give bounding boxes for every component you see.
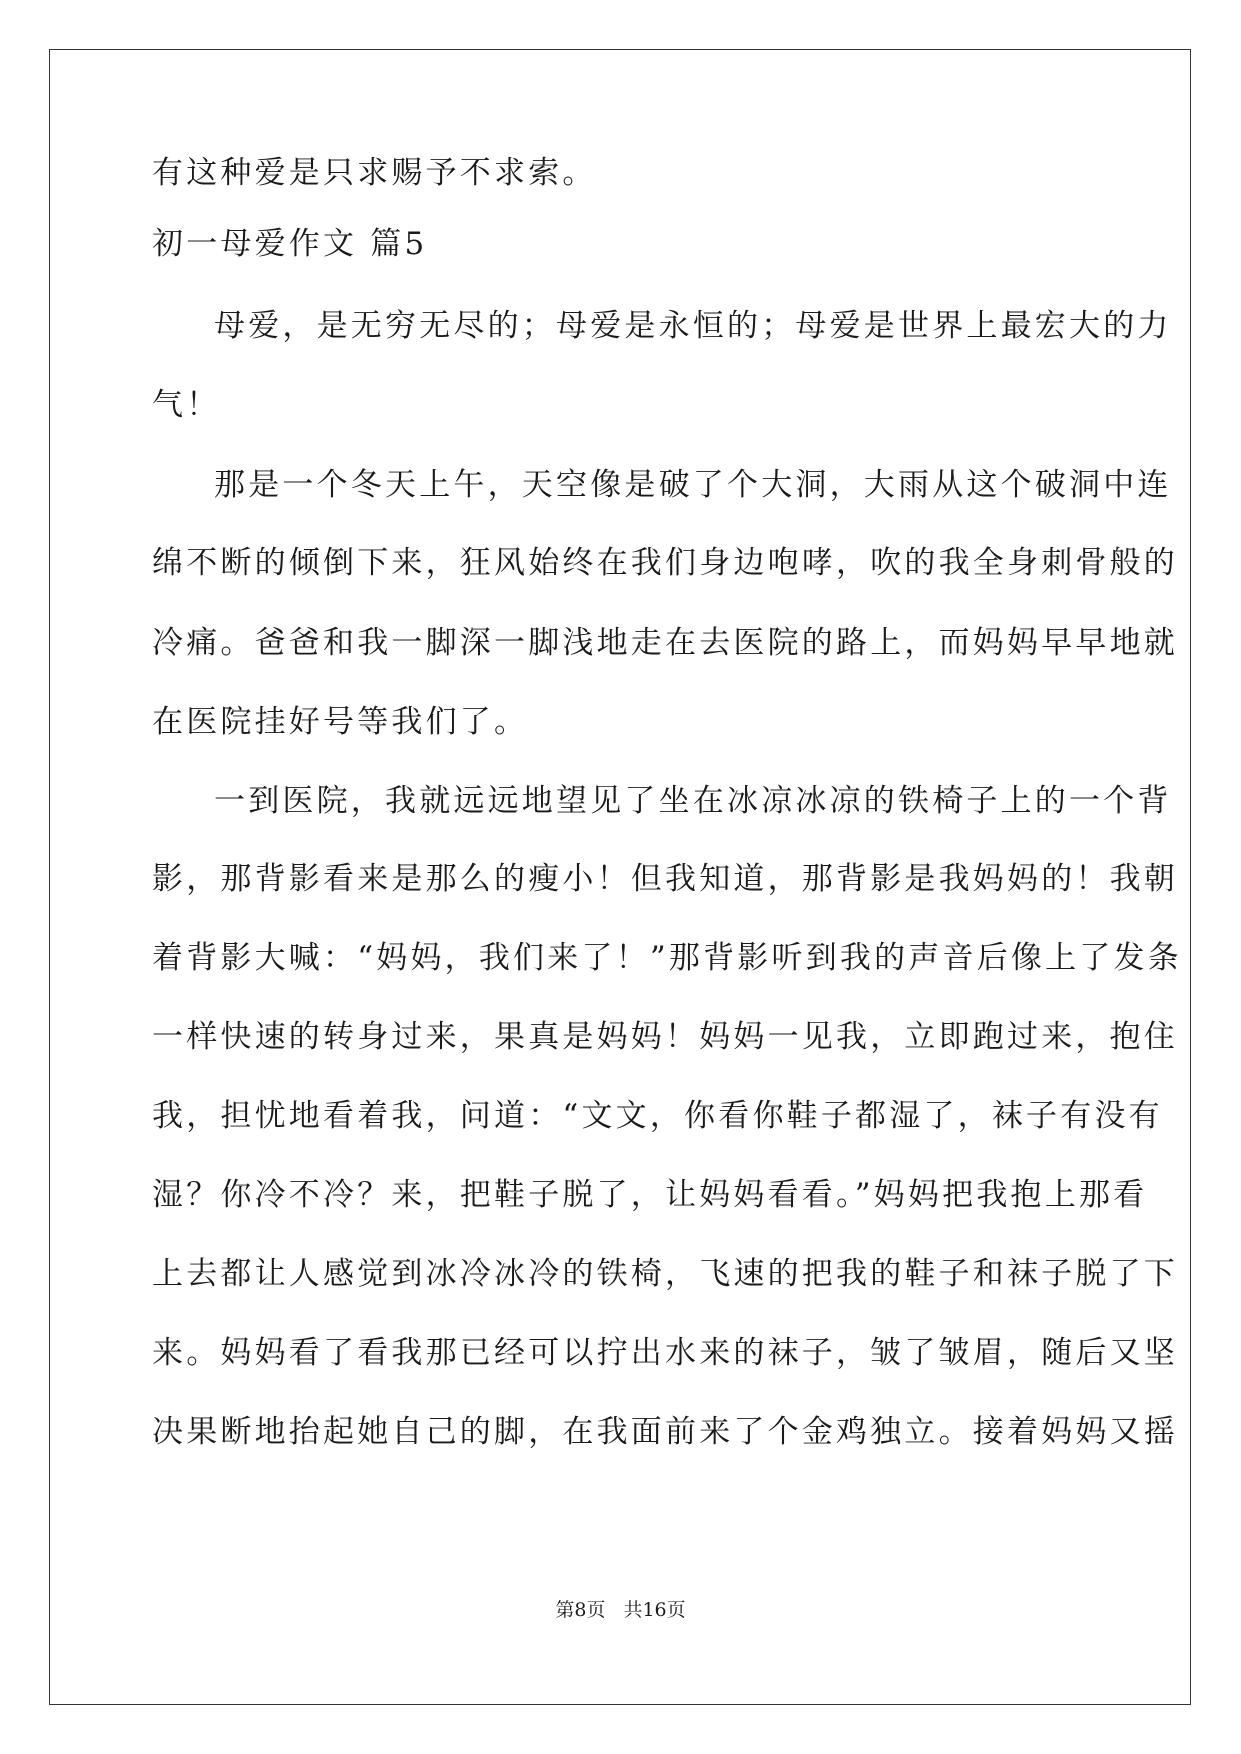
text-line-12: 一样快速的转身过来，果真是妈妈！妈妈一见我，立即跑过来，抱住 — [152, 1019, 1178, 1055]
total-pages: 共16页 — [623, 1599, 686, 1621]
page-number: 第8页 — [555, 1599, 606, 1621]
text-line-13: 我，担忧地看着我，问道：“文文，你看你鞋子都湿了，袜子有没有 — [152, 1098, 1163, 1134]
text-line-15: 上去都让人感觉到冰冷冰冷的铁椅，飞速的把我的鞋子和袜子脱了下 — [152, 1256, 1178, 1292]
text-line-16: 来。妈妈看了看我那已经可以拧出水来的袜子，皱了皱眉，随后又坚 — [152, 1335, 1178, 1371]
text-line-1: 有这种爱是只求赐予不求索。 — [152, 155, 597, 191]
text-line-11: 着背影大喊：“妈妈，我们来了！”那背影听到我的声音后像上了发条 — [152, 940, 1182, 976]
section-heading: 初一母爱作文 篇5 — [152, 226, 428, 262]
text-line-10: 影，那背影看来是那么的瘦小！但我知道，那背影是我妈妈的！我朝 — [152, 861, 1178, 897]
text-line-3: 母爱，是无穷无尽的；母爱是永恒的；母爱是世界上最宏大的力 — [214, 308, 1172, 344]
text-line-4: 气！ — [152, 387, 221, 423]
text-line-17: 决果断地抬起她自己的脚，在我面前来了个金鸡独立。接着妈妈又摇 — [152, 1414, 1178, 1450]
text-line-7: 冷痛。爸爸和我一脚深一脚浅地走在去医院的路上，而妈妈早早地就 — [152, 625, 1178, 661]
text-line-9: 一到医院，我就远远地望见了坐在冰凉冰凉的铁椅子上的一个背 — [214, 783, 1172, 819]
text-line-8: 在医院挂好号等我们了。 — [152, 704, 529, 740]
text-line-14: 湿？你冷不冷？来，把鞋子脱了，让妈妈看看。”妈妈把我抱上那看 — [152, 1177, 1148, 1213]
text-line-5: 那是一个冬天上午，天空像是破了个大洞，大雨从这个破洞中连 — [214, 467, 1172, 503]
text-line-6: 绵不断的倾倒下来，狂风始终在我们身边咆哮，吹的我全身刺骨般的 — [152, 545, 1178, 581]
page-footer — [0, 1598, 1241, 1622]
